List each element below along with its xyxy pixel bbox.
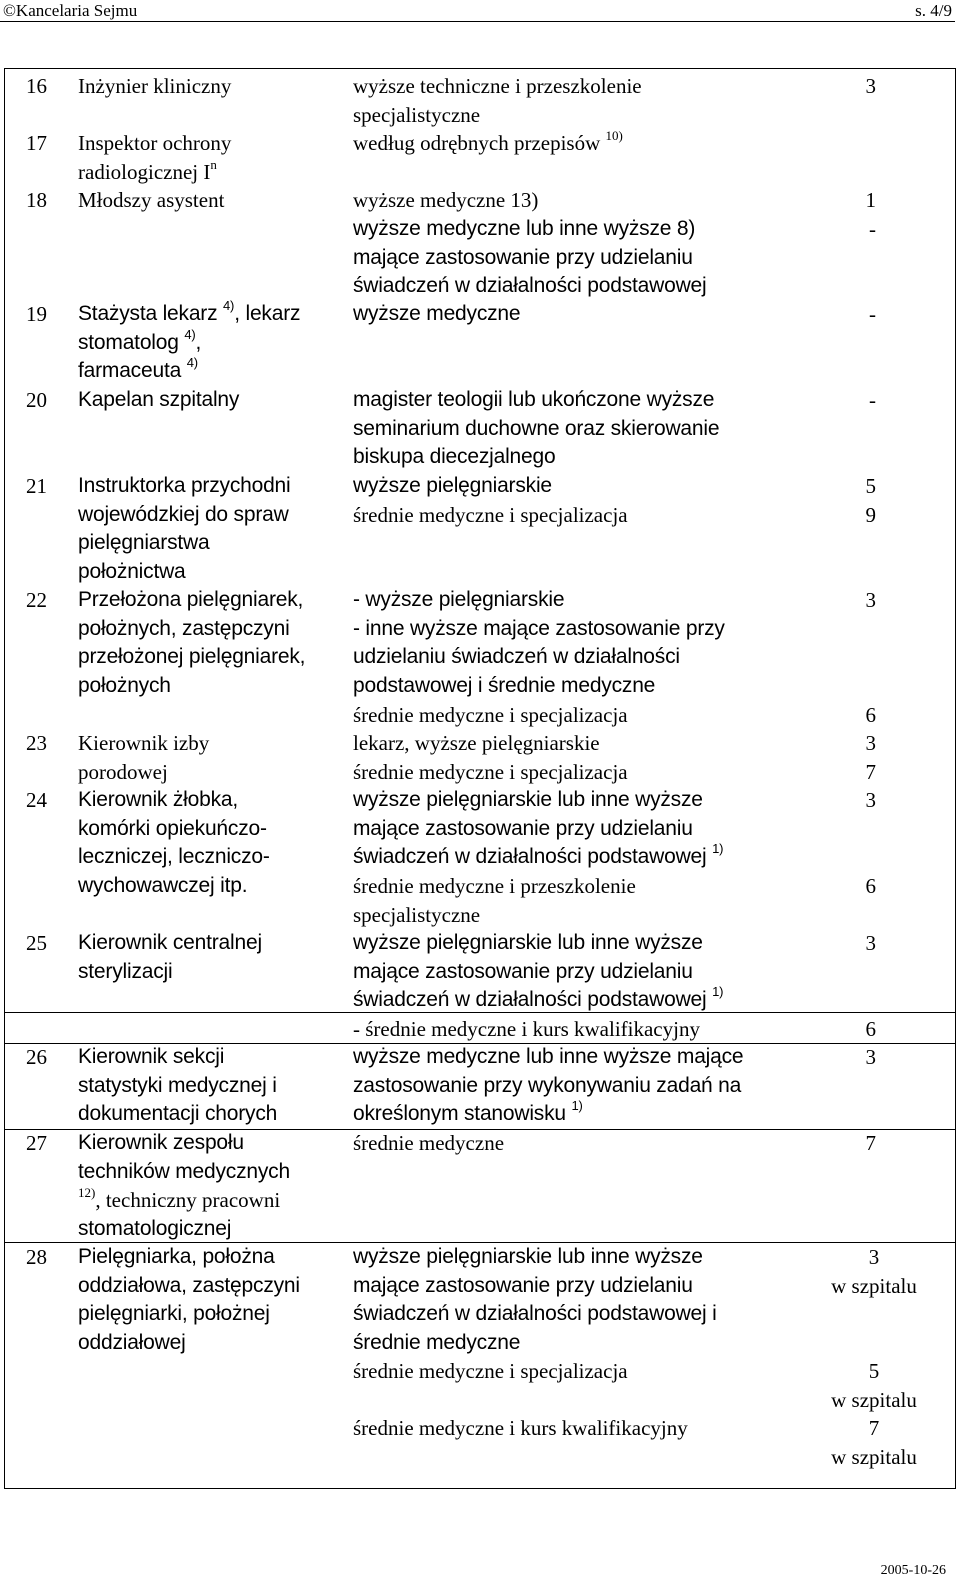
position-line: Pielęgniarka, położna (78, 1245, 275, 1268)
requirement-line: - średnie medyczne i kurs kwalifikacyjny (353, 1017, 700, 1041)
row-number: 28 (26, 1245, 47, 1269)
years-of-service: 7 (865, 760, 876, 784)
row-number: 20 (26, 388, 47, 412)
requirement-line: wyższe techniczne i przeszkolenie (353, 74, 642, 98)
footnote-marker: 4) (184, 326, 196, 342)
position-line: pielęgniarki, położnej (78, 1302, 270, 1325)
requirement-line: średnie medyczne i kurs kwalifikacyjny (353, 1416, 688, 1440)
years-of-service: 9 (865, 503, 876, 527)
years-of-service: 5 (868, 1359, 880, 1383)
row-divider (4, 1129, 956, 1130)
footnote-marker: 10) (605, 128, 623, 143)
row-number: 25 (26, 931, 47, 955)
requirement-line: udzielaniu świadczeń w działalności (353, 645, 680, 668)
requirement-line: seminarium duchowne oraz skierowanie (353, 416, 720, 440)
header-rule (0, 21, 955, 22)
requirement-line: zastosowanie przy wykonywaniu zadań na (353, 1073, 742, 1097)
years-of-service: 1 (865, 188, 876, 212)
position-line: przełożonej pielęgniarek, (78, 645, 306, 668)
requirement-line: mające zastosowanie przy udzielaniu (353, 816, 693, 840)
years-of-service: 5 (865, 474, 876, 498)
position-line: położnictwa (78, 559, 186, 583)
years-of-service: 6 (865, 874, 876, 898)
row-divider (4, 1043, 956, 1044)
requirement-line: podstawowej i średnie medyczne (353, 673, 656, 697)
requirement-line: wyższe medyczne (353, 302, 521, 325)
requirement-line: biskupa diecezjalnego (353, 445, 556, 468)
requirement-line: świadczeń w działalności podstawowej (353, 274, 707, 297)
position-line: Kierownik sekcji (78, 1045, 225, 1068)
position-line: wychowawczej itp. (78, 873, 248, 897)
row-number: 27 (26, 1131, 47, 1155)
years-of-service: - (869, 302, 876, 326)
requirement-line: wyższe pielęgniarskie lub inne wyższe (353, 931, 703, 954)
row-divider (4, 1488, 956, 1489)
footer-date: 2005-10-26 (880, 1563, 946, 1578)
requirement-line: określonym stanowisku $^{1)}$ (353, 1098, 583, 1125)
position-line: techników medycznych (78, 1159, 290, 1183)
position-line: Kierownik żłobka, (78, 788, 239, 811)
requirement-line: wyższe medyczne 13) (353, 188, 539, 212)
footnote-marker: 4) (223, 298, 235, 313)
row-number: 17 (26, 131, 47, 155)
requirement-line: świadczeń w działalności podstawowej $^{1)}$ (353, 841, 724, 868)
position-line: Kierownik izby (78, 731, 210, 755)
footnote-marker: 1) (712, 841, 724, 856)
row-number: 18 (26, 188, 47, 212)
position-line: $^{12)}$, techniczny pracowni (78, 1185, 281, 1212)
position-line: Inspektor ochrony (78, 131, 232, 155)
position-line: Instruktorka przychodni (78, 474, 291, 497)
position-line: Przełożona pielęgniarek, (78, 588, 304, 611)
row-number: 19 (26, 302, 47, 326)
footnote-marker: 1) (571, 1098, 583, 1113)
requirement-line: średnie medyczne i przeszkolenie (353, 874, 636, 898)
requirement-line: - wyższe pielęgniarskie (353, 588, 565, 611)
row-divider (4, 1242, 956, 1243)
requirement-line: według odrębnych przepisów $^{10)}$ (353, 128, 623, 155)
years-of-service: 7 (865, 1131, 876, 1155)
position-line: pielęgniarstwa (78, 531, 210, 554)
years-of-service: 6 (865, 703, 876, 727)
years-of-service: 6 (865, 1017, 876, 1041)
years-note: w szpitalu (831, 1273, 917, 1298)
header-page-number: s. 4/9 (915, 1, 952, 20)
footnote-marker: 4) (186, 355, 198, 370)
years-note: w szpitalu (831, 1444, 917, 1469)
position-line: położnych, zastępczyni (78, 616, 290, 640)
requirement-line: średnie medyczne (353, 1330, 521, 1354)
position-line: oddziałowa, zastępczyni (78, 1273, 300, 1297)
requirement-line: średnie medyczne i specjalizacja (353, 1359, 628, 1383)
requirement-line: magister teologii lub ukończone wyższe (353, 388, 715, 411)
years-note: w szpitalu (831, 1387, 917, 1412)
position-line: wojewódzkiej do spraw (78, 502, 289, 526)
row-number: 24 (26, 788, 47, 812)
requirement-line: wyższe medyczne lub inne wyższe 8) (353, 217, 696, 240)
years-of-service: - (869, 388, 876, 412)
requirement-line: świadczeń w działalności podstawowej $^{1)}$ (353, 984, 724, 1011)
years-of-service: 3 (865, 788, 876, 812)
requirement-line: wyższe pielęgniarskie lub inne wyższe (353, 1245, 703, 1268)
years-of-service: - (869, 217, 876, 241)
position-line: komórki opiekuńczo- (78, 816, 267, 840)
years-of-service: 3 (865, 931, 876, 955)
position-line: Kierownik centralnej (78, 931, 262, 954)
position-line: Kapelan szpitalny (78, 388, 240, 411)
footnote-marker: 12) (78, 1185, 96, 1200)
requirement-line: średnie medyczne i specjalizacja (353, 503, 628, 527)
position-line: farmaceuta $^{4)}$ (78, 355, 198, 382)
requirement-line: specjalistyczne (353, 902, 481, 927)
requirement-line: średnie medyczne i specjalizacja (353, 703, 628, 727)
position-line: statystyki medycznej i (78, 1073, 277, 1097)
position-line: Inżynier kliniczny (78, 74, 232, 98)
footnote-marker: 1) (712, 984, 724, 999)
requirement-line: mające zastosowanie przy udzielaniu (353, 1273, 693, 1297)
requirement-line: mające zastosowanie przy udzielaniu (353, 245, 693, 269)
requirement-line: wyższe medyczne lub inne wyższe mające (353, 1045, 744, 1068)
row-number: 21 (26, 474, 47, 498)
page-header (0, 0, 960, 24)
row-number: 22 (26, 588, 47, 612)
requirement-line: świadczeń w działalności podstawowej i (353, 1302, 717, 1325)
years-of-service: 7 (868, 1416, 880, 1440)
years-of-service: 3 (865, 731, 876, 755)
row-number: 23 (26, 731, 47, 755)
position-line: Stażysta lekarz $^{4)}$, lekarz (78, 298, 301, 325)
header-source: ©Kancelaria Sejmu (3, 1, 138, 20)
requirement-line: mające zastosowanie przy udzielaniu (353, 959, 693, 983)
row-number: 16 (26, 74, 47, 98)
position-line: oddziałowej (78, 1330, 186, 1354)
requirement-line: średnie medyczne i specjalizacja (353, 760, 628, 784)
requirement-line: wyższe pielęgniarskie (353, 474, 552, 497)
requirement-line: specjalistyczne (353, 102, 481, 127)
footnote-marker: n (210, 156, 217, 172)
requirement-line: lekarz, wyższe pielęgniarskie (353, 731, 600, 755)
years-of-service: 3 (865, 1045, 876, 1069)
position-line: stomatologicznej (78, 1216, 232, 1240)
requirement-line: - inne wyższe mające zastosowanie przy (353, 616, 725, 640)
position-line: dokumentacji chorych (78, 1102, 278, 1125)
row-number: 26 (26, 1045, 47, 1069)
requirement-line: wyższe pielęgniarskie lub inne wyższe (353, 788, 703, 811)
position-line: Kierownik zespołu (78, 1131, 244, 1154)
position-line: Młodszy asystent (78, 188, 225, 212)
position-line: sterylizacji (78, 959, 173, 983)
position-line: porodowej (78, 759, 168, 784)
position-line: leczniczej, leczniczo- (78, 845, 270, 868)
row-divider (4, 1012, 956, 1013)
position-line: położnych (78, 673, 171, 697)
position-line: radiologicznej $I^n$ (78, 156, 217, 184)
years-of-service: 3 (868, 1245, 880, 1269)
years-of-service: 3 (865, 74, 876, 98)
position-line: stomatolog $^{4)}$, (78, 326, 202, 354)
requirement-line: średnie medyczne (353, 1131, 505, 1155)
years-of-service: 3 (865, 588, 876, 612)
